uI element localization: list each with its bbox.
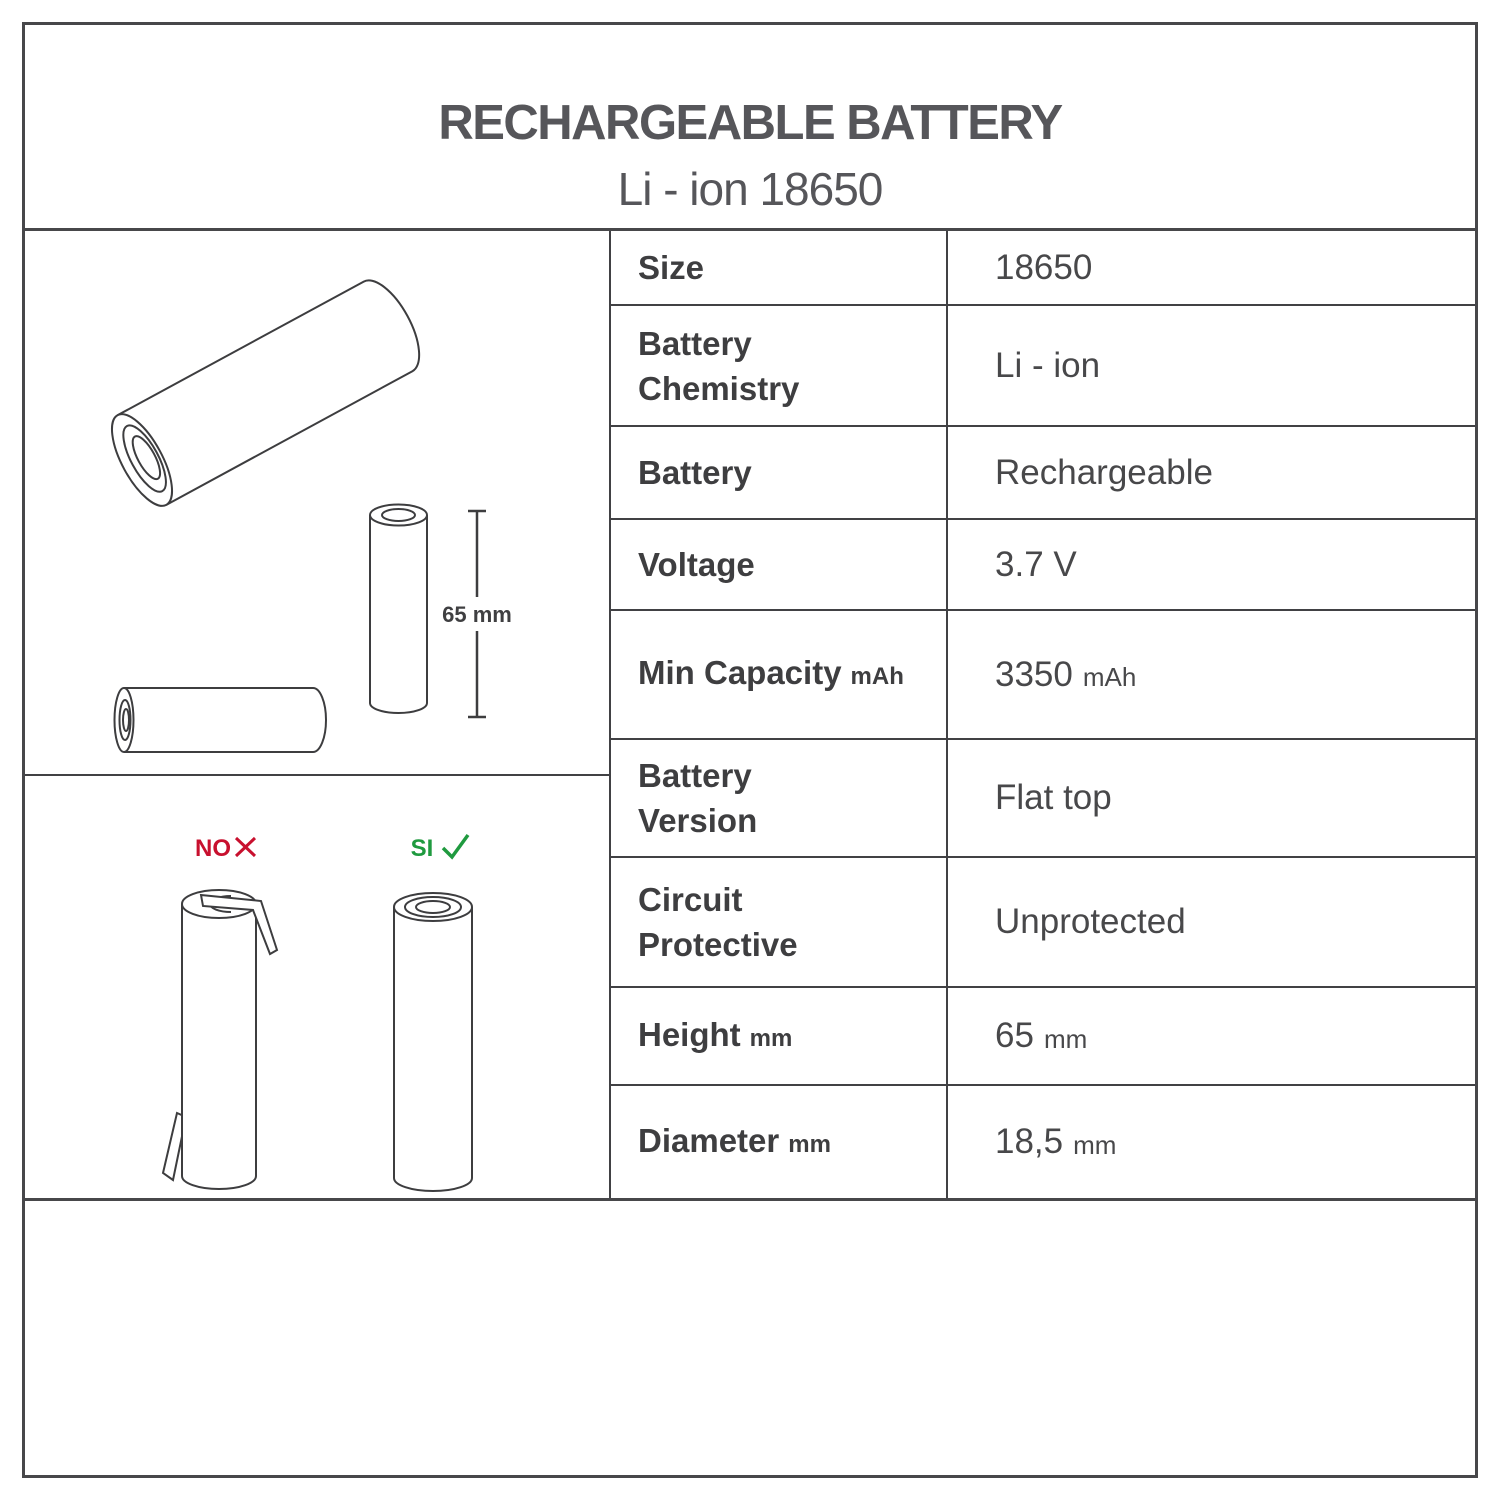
row-value: Unprotected [995, 902, 1186, 941]
row-value: 18,5 mm [995, 1122, 1117, 1161]
table-row-battery-version [611, 740, 1475, 858]
row-label: Battery Chemistry [638, 324, 800, 407]
battery-horizontal-illustration [115, 688, 327, 752]
row-label: Height mm [638, 1015, 793, 1053]
si-label: SI [410, 835, 434, 862]
row-value: Li - ion [995, 345, 1101, 385]
row-value: 3.7 V [995, 544, 1077, 584]
row-label: Battery Version [638, 757, 758, 839]
bottom-empty-panel [25, 1201, 1475, 1475]
row-value: 3350 mAh [995, 654, 1137, 694]
page-title: RECHARGEABLE BATTERY [438, 96, 1062, 150]
check-icon [443, 835, 468, 857]
table-row-circuit-protective [611, 858, 1475, 988]
battery-comparison-diagram [25, 776, 609, 1198]
table-row-diameter [611, 1086, 1475, 1198]
row-value: Flat top [995, 778, 1112, 817]
cross-icon [236, 838, 255, 856]
row-value: 65 mm [995, 1016, 1088, 1055]
table-column-divider [946, 231, 948, 1198]
no-label: NO [195, 835, 231, 862]
table-row-height [611, 988, 1475, 1086]
spec-table [611, 231, 1475, 1198]
row-label: Voltage [638, 546, 755, 583]
table-row-min-capacity [611, 611, 1475, 740]
battery-vertical-illustration [370, 505, 427, 714]
table-row-battery-chemistry [611, 306, 1475, 427]
height-dimension-label: 65 mm [442, 602, 512, 627]
battery-diagonal-illustration [100, 271, 432, 514]
page-subtitle: Li - ion 18650 [617, 163, 883, 215]
row-label: Battery [638, 454, 752, 491]
table-row-battery [611, 427, 1475, 520]
table-row-voltage [611, 520, 1475, 611]
row-label: Circuit Protective [638, 881, 798, 963]
battery-flat-top-illustration [394, 893, 472, 1191]
row-value: 18650 [995, 247, 1093, 287]
row-label: Size [638, 249, 705, 286]
row-value: Rechargeable [995, 452, 1213, 492]
row-label: Min Capacity mAh [638, 654, 904, 691]
table-row-size [611, 231, 1475, 306]
row-label: Diameter mm [638, 1121, 831, 1159]
battery-dimension-diagram [25, 231, 609, 774]
battery-with-tabs-illustration [163, 890, 277, 1189]
